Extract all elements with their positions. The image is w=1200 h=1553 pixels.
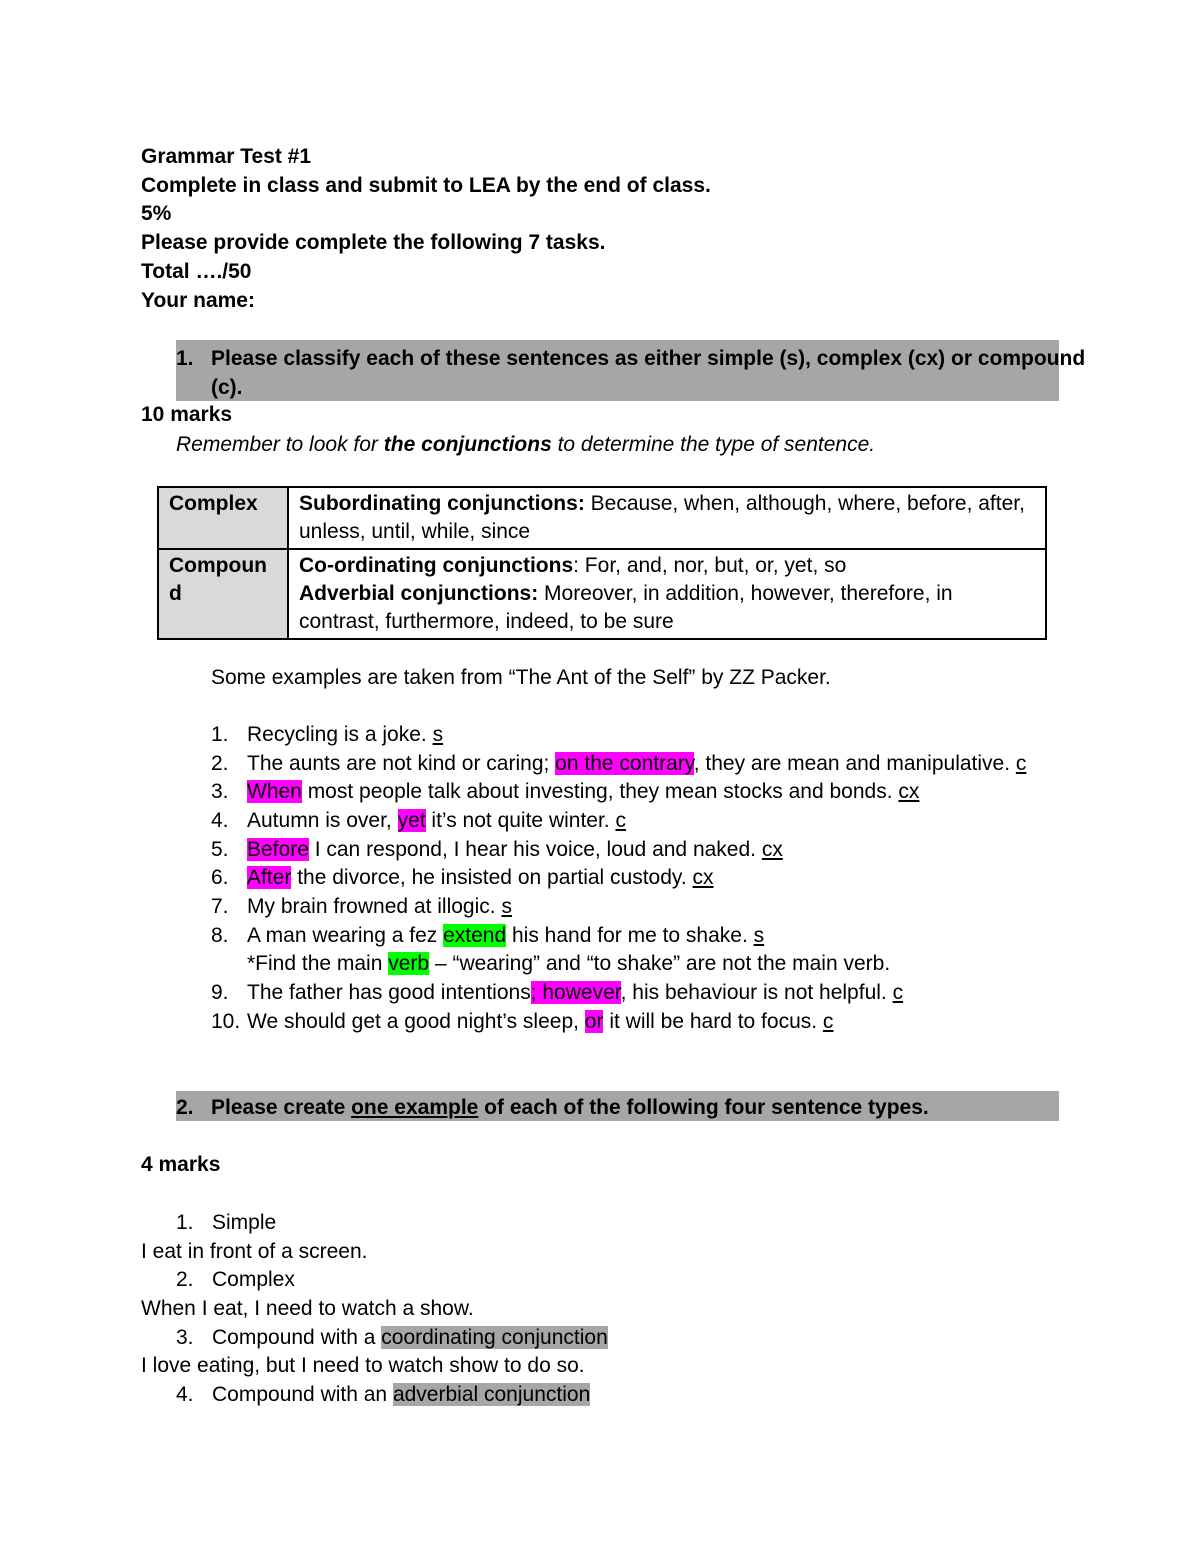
section1-marks: 10 marks <box>141 403 233 426</box>
source-note: Some examples are taken from “The Ant of the Self” by ZZ Packer. <box>211 666 831 689</box>
list-item: 8. A man wearing a fez extend his hand for me to shake. s <box>211 924 765 947</box>
reminder: Remember to look for the conjunctions to determine the type of sentence. <box>176 433 876 456</box>
list-item: 4. Compound with an adverbial conjunction <box>176 1383 591 1406</box>
total-line: Total …./50 <box>141 260 252 283</box>
doc-title: Grammar Test #1 <box>141 145 312 168</box>
conjunction-table <box>157 486 1047 640</box>
list-item: 5. Before I can respond, I hear his voice, loud and naked. cx <box>211 838 783 861</box>
list-item: 1. Recycling is a joke. s <box>211 723 444 746</box>
answer-text: I eat in front of a screen. <box>141 1240 368 1263</box>
list-item: 7. My brain frowned at illogic. s <box>211 895 512 918</box>
section2-marks: 4 marks <box>141 1153 221 1176</box>
list-item: 3. Compound with a coordinating conjunction <box>176 1326 608 1349</box>
section2-number: 2. <box>176 1096 194 1119</box>
main-verb-note: *Find the main verb – “wearing” and “to shake” are not the main verb. <box>247 952 891 975</box>
instructions: Complete in class and submit to LEA by the end of class. <box>141 174 711 197</box>
list-item: 1. Simple <box>176 1211 277 1234</box>
list-item: 4. Autumn is over, yet it’s not quite winter. c <box>211 809 626 832</box>
list-item: 10. We should get a good night’s sleep, or it will be hard to focus. c <box>211 1010 834 1033</box>
section1-number: 1. <box>176 347 194 370</box>
row-body-complex: Subordinating conjunctions: Because, when, although, where, before, after, unless, until, while, since <box>288 487 1046 549</box>
weight: 5% <box>141 202 172 225</box>
list-item: 2. The aunts are not kind or caring; on the contrary, they are mean and manipulative. c <box>211 752 1027 775</box>
row-head-compound: Compoun d <box>158 549 288 639</box>
table-row <box>158 487 1046 549</box>
list-item: 9. The father has good intentions; however, his behaviour is not helpful. c <box>211 981 904 1004</box>
answer-text: When I eat, I need to watch a show. <box>141 1297 474 1320</box>
answer-text: I love eating, but I need to watch show to do so. <box>141 1354 585 1377</box>
row-body-compound: Co-ordinating conjunctions: For, and, nor, but, or, yet, so Adverbial conjunctions: Moreover, in addition, however, therefore, in contrast, furthermore, indeed, to be sure <box>288 549 1046 639</box>
list-item: 6. After the divorce, he insisted on partial custody. cx <box>211 866 714 889</box>
list-item: 2. Complex <box>176 1268 295 1291</box>
list-item: 3. When most people talk about investing, they mean stocks and bonds. cx <box>211 780 920 803</box>
tasks-line: Please provide complete the following 7 tasks. <box>141 231 606 254</box>
section1-heading-line2: (c). <box>211 376 243 399</box>
section1-heading-line1: Please classify each of these sentences as either simple (s), complex (cx) or compound <box>211 347 1086 370</box>
row-head-complex: Complex <box>158 487 288 549</box>
name-label: Your name: <box>141 289 255 312</box>
section2-heading: Please create one example of each of the following four sentence types. <box>211 1096 929 1119</box>
table-row <box>158 549 1046 639</box>
